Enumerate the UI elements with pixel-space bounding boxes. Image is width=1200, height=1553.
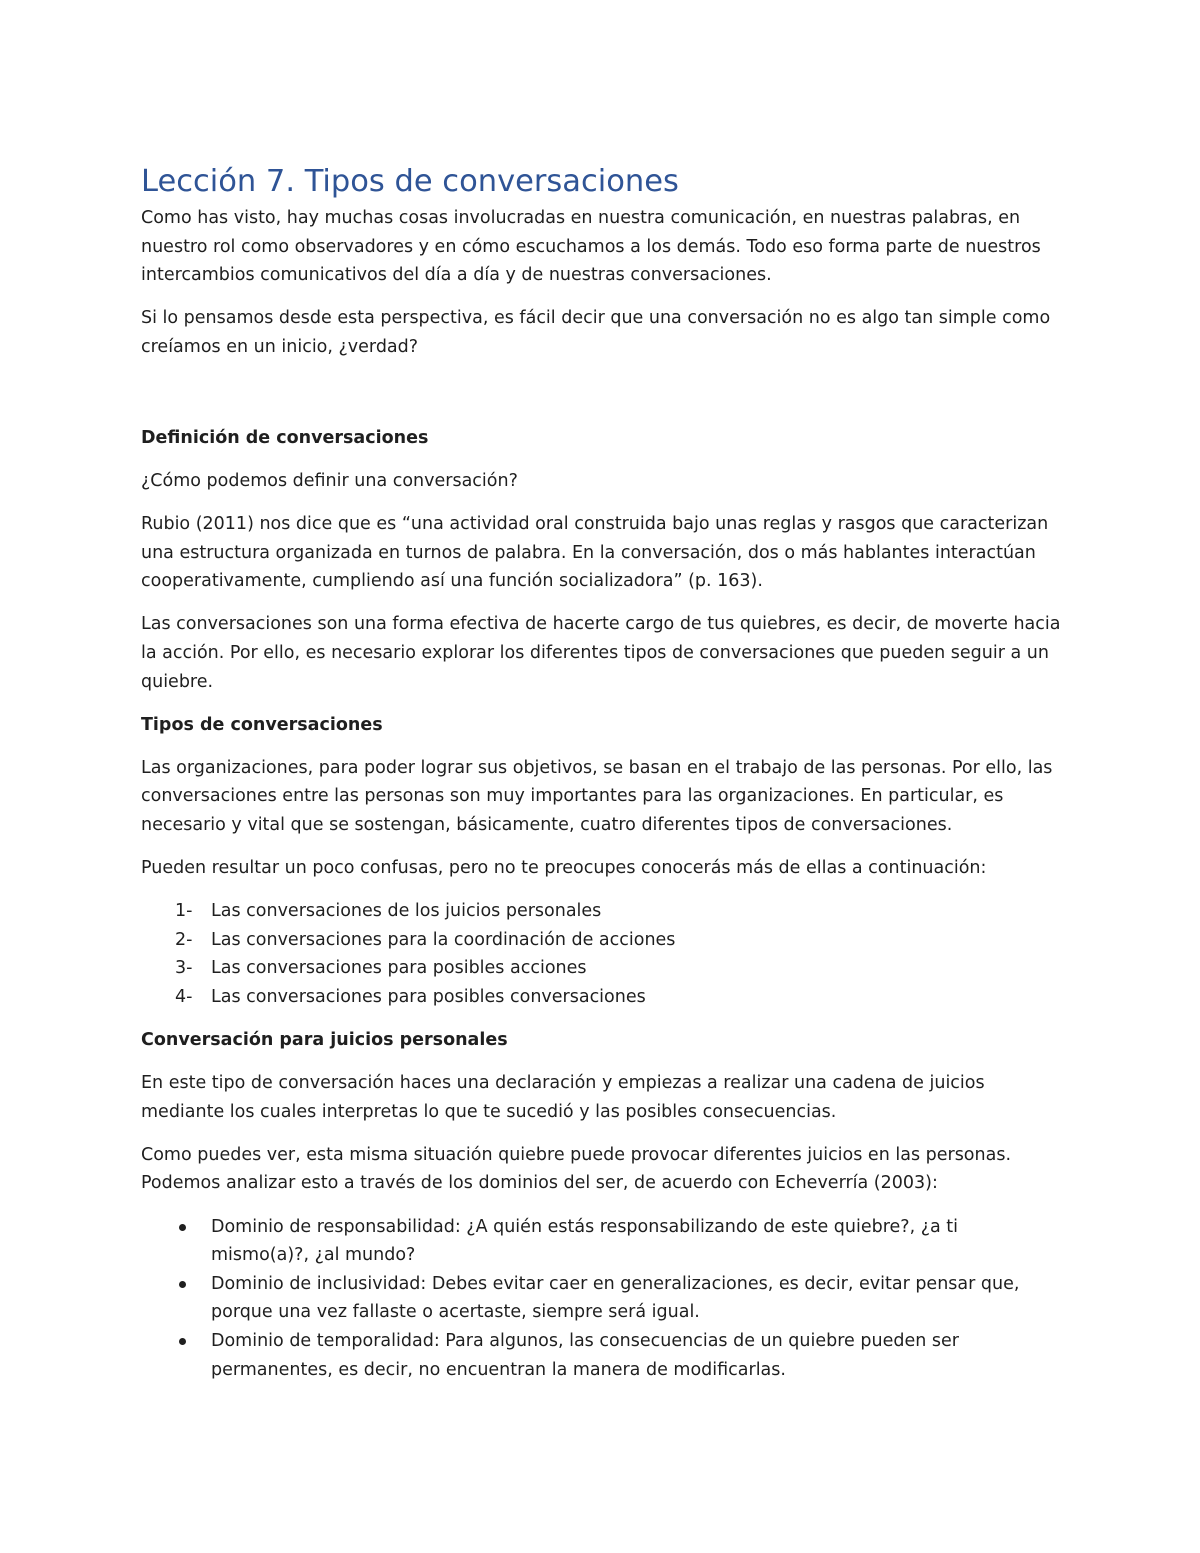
definition-paragraph-3: Las conversaciones son una forma efectiva de hacerte cargo de tus quiebres, es decir, de moverte hacia la acción. Por ello, es necesario explorar los diferentes tipos de conversaciones que pueden seguir a un quiebre.: [141, 614, 1061, 692]
numbered-list: [141, 897, 1061, 1011]
list-number: 3-: [175, 958, 193, 979]
list-item-text: Las conversaciones de los juicios personales: [211, 901, 602, 922]
page-title: Lección 7. Tipos de conversaciones: [141, 164, 679, 199]
bullet-icon: [179, 1338, 186, 1345]
bullet-item-text: Dominio de inclusividad: Debes evitar caer en generalizaciones, es decir, evitar pensar que, porque una vez fallaste o acertaste, siempre será igual.: [211, 1273, 1020, 1323]
bullet-item: [141, 1270, 1061, 1327]
intro-paragraph-2: Si lo pensamos desde esta perspectiva, es fácil decir que una conversación no es algo tan simple como creíamos en un inicio, ¿verdad?: [141, 308, 1051, 357]
judgments-paragraph-1: En este tipo de conversación haces una declaración y empiezas a realizar una cadena de juicios mediante los cuales interpretas lo que te sucedió y las posibles consecuencias.: [141, 1073, 985, 1122]
list-number: 2-: [175, 929, 193, 950]
definition-paragraph-2: Rubio (2011) nos dice que es “una actividad oral construida bajo unas reglas y rasgos que caracterizan una estructura organizada en turnos de palabra. En la conversación, dos o más hablantes interactúan cooperativamente, cumpliendo así una función socializadora” (p. 163).: [141, 514, 1049, 592]
bullet-icon: [179, 1281, 186, 1288]
list-number: 1-: [175, 901, 193, 922]
list-item: [141, 954, 1061, 983]
list-item: [141, 926, 1061, 955]
bullet-item: [141, 1213, 1061, 1270]
types-paragraph-2: Pueden resultar un poco confusas, pero no te preocupes conocerás más de ellas a continuación:: [141, 858, 987, 879]
intro-paragraph-1: Como has visto, hay muchas cosas involucradas en nuestra comunicación, en nuestras palabras, en nuestro rol como observadores y en cómo escuchamos a los demás. Todo eso forma parte de nuestros intercambios comunicativos del día a día y de nuestras conversaciones.: [141, 208, 1041, 286]
section-heading-types: Tipos de conversaciones: [141, 714, 383, 735]
section-spacer: [141, 376, 1061, 424]
bullet-item-text: Dominio de responsabilidad: ¿A quién estás responsabilizando de este quiebre?, ¿a ti mismo(a)?, ¿al mundo?: [211, 1216, 958, 1266]
bullet-item: [141, 1327, 1061, 1384]
definition-paragraph-1: ¿Cómo podemos definir una conversación?: [141, 471, 518, 492]
section-heading-judgments: Conversación para juicios personales: [141, 1030, 508, 1051]
list-item-text: Las conversaciones para posibles conversaciones: [211, 986, 646, 1007]
types-paragraph-1: Las organizaciones, para poder lograr sus objetivos, se basan en el trabajo de las personas. Por ello, las conversaciones entre las personas son muy importantes para las organizaciones. En particular, es necesario y vital que se sostengan, básicamente, cuatro diferentes tipos de conversaciones.: [141, 757, 1053, 835]
document-body: [141, 160, 1061, 1399]
bullet-item-text: Dominio de temporalidad: Para algunos, las consecuencias de un quiebre pueden ser permanentes, es decir, no encuentran la manera de modificarlas.: [211, 1330, 959, 1380]
list-item-text: Las conversaciones para posibles acciones: [211, 958, 587, 979]
bullet-icon: [179, 1224, 186, 1231]
bullet-list: [141, 1213, 1061, 1385]
list-item: [141, 897, 1061, 926]
list-item: [141, 983, 1061, 1012]
list-number: 4-: [175, 986, 193, 1007]
judgments-paragraph-2: Como puedes ver, esta misma situación quiebre puede provocar diferentes juicios en las personas. Podemos analizar esto a través de los dominios del ser, de acuerdo con Echeverría (2003):: [141, 1144, 1012, 1194]
section-heading-definition: Definición de conversaciones: [141, 427, 429, 448]
list-item-text: Las conversaciones para la coordinación de acciones: [211, 929, 676, 950]
